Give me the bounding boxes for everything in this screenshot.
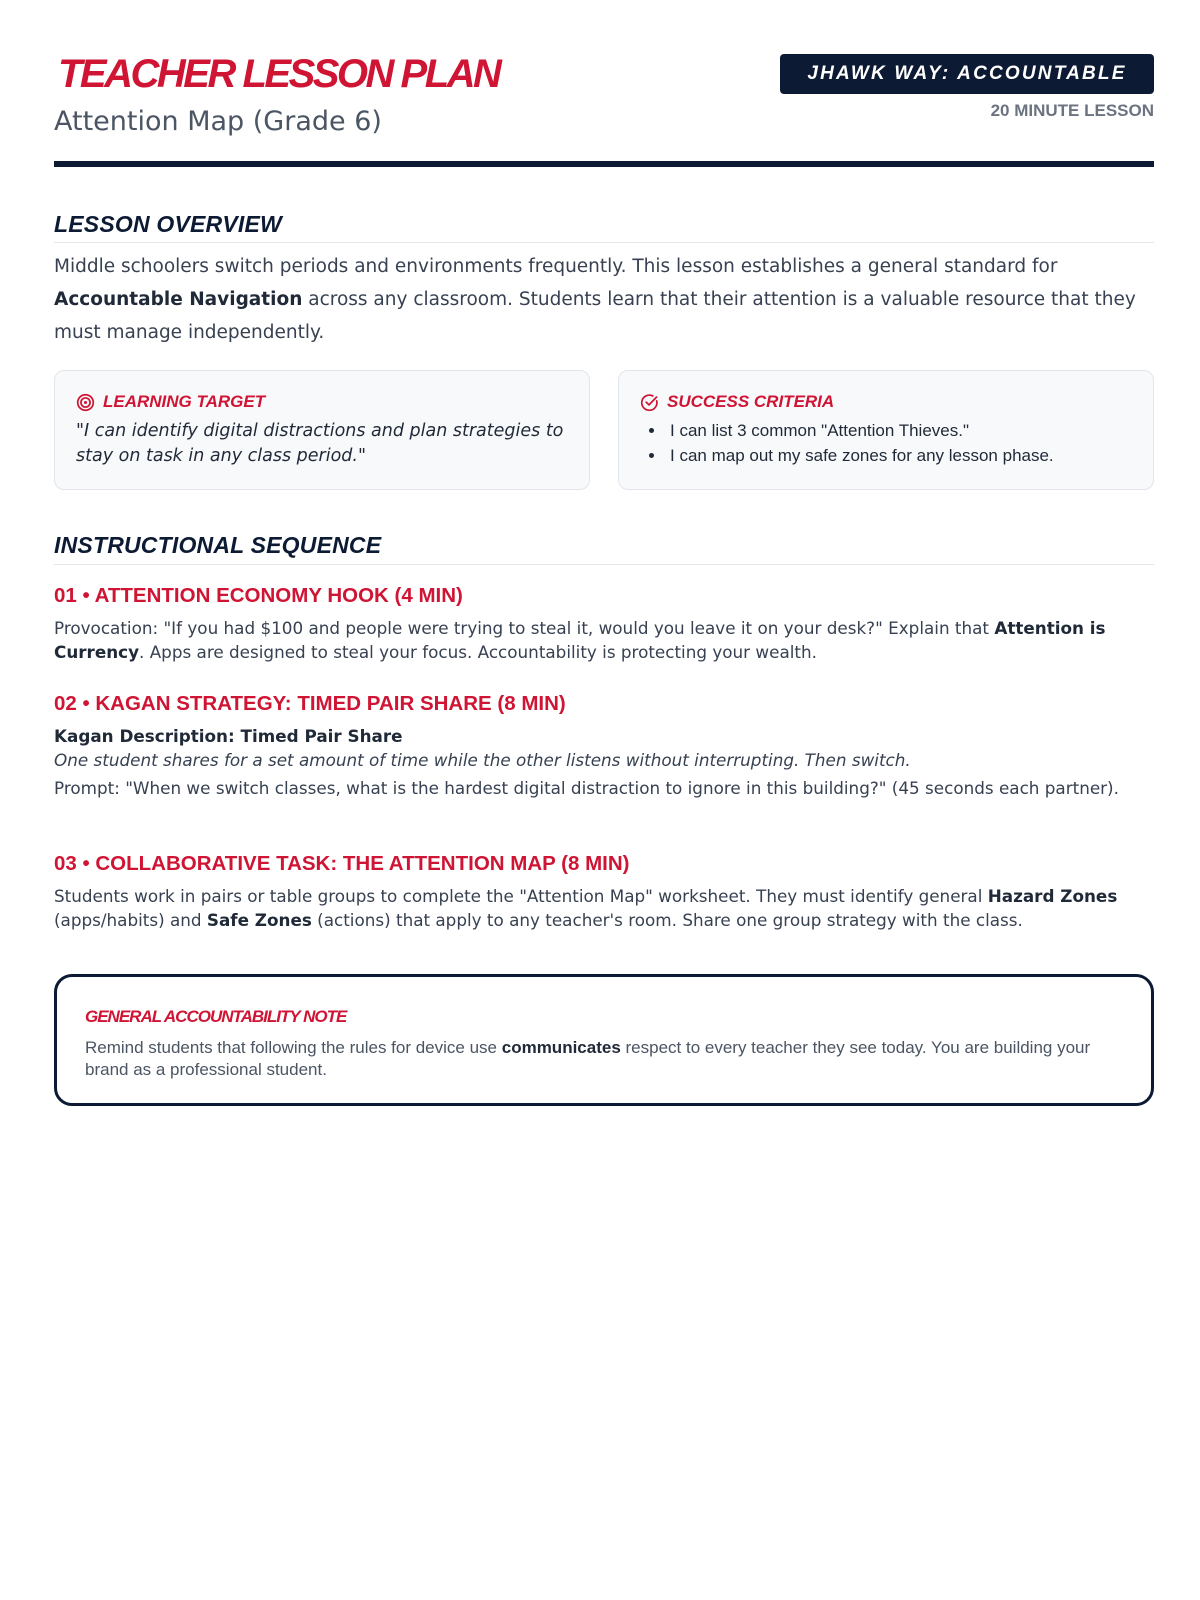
step-1-bold-term: Attention is Currency [54, 618, 1106, 662]
step-1-text [54, 616, 1154, 664]
step-2-title: 02 • KAGAN STRATEGY: TIMED PAIR SHARE (8 MIN) [54, 692, 566, 715]
page-title: TEACHER LESSON PLAN [58, 52, 500, 96]
step-1-text-part: . Apps are designed to steal your focus. Accountability is protecting your wealth. [139, 642, 817, 662]
learning-target-heading: LEARNING TARGET [103, 392, 266, 411]
success-criteria-header [640, 392, 834, 412]
note-text-part: Remind students that following the rules for device use [85, 1038, 502, 1057]
lesson-duration: 20 MINUTE LESSON [990, 101, 1154, 120]
header [54, 0, 1154, 168]
header-divider [54, 161, 1154, 167]
step-3-text-part: Students work in pairs or table groups to complete the "Attention Map" worksheet. They must identify general [54, 886, 988, 906]
step-2-prompt: Prompt: "When we switch classes, what is the hardest digital distraction to ignore in this building?" (45 seconds each partner). [54, 778, 1119, 798]
overview-bold-term: Accountable Navigation [54, 289, 303, 310]
note-text-part: respect to every teacher they see today. You are building your brand as a professional student. [85, 1038, 1091, 1079]
success-criteria-heading: SUCCESS CRITERIA [667, 392, 835, 411]
list-item: • I can map out my safe zones for any lesson phase. [666, 443, 1054, 468]
success-criteria-list [666, 418, 1054, 468]
check-circle-icon [640, 393, 659, 412]
note-bold-term: communicates [501, 1038, 621, 1057]
step-3-bold-term: Hazard Zones [987, 886, 1118, 906]
step-1-title: 01 • ATTENTION ECONOMY HOOK (4 MIN) [54, 584, 463, 607]
step-2-kagan-label: Kagan Description: Timed Pair Share [54, 726, 403, 746]
jhawk-way-badge: JHAWK WAY: ACCOUNTABLE [780, 54, 1154, 94]
step-3-text [54, 884, 1154, 932]
step-3-text-part: (actions) that apply to any teacher's room. Share one group strategy with the class. [311, 910, 1023, 930]
sequence-heading: INSTRUCTIONAL SEQUENCE [54, 532, 382, 558]
step-3-title: 03 • COLLABORATIVE TASK: THE ATTENTION MAP (8 MIN) [54, 852, 630, 875]
sequence-divider [54, 564, 1154, 565]
overview-divider [54, 242, 1154, 243]
note-text [85, 1037, 1125, 1081]
overview-heading: LESSON OVERVIEW [54, 211, 282, 237]
overview-text [54, 250, 1154, 349]
list-item: • I can list 3 common "Attention Thieves." [666, 418, 1054, 443]
note-heading: GENERAL ACCOUNTABILITY NOTE [85, 1007, 347, 1026]
learning-target-card [54, 370, 590, 490]
target-icon [76, 393, 95, 412]
overview-text-part: across any classroom. Students learn that their attention is a valuable resource that they must manage independently. [54, 289, 1136, 343]
step-2-description: One student shares for a set amount of time while the other listens without interrupting. Then switch. [54, 750, 911, 770]
accountability-note [54, 974, 1154, 1106]
lesson-plan-page [54, 0, 1154, 1079]
learning-target-header [76, 392, 265, 412]
success-criteria-card [618, 370, 1154, 490]
step-1-text-part: Provocation: "If you had $100 and people were trying to steal it, would you leave it on your desk?" Explain that [54, 618, 995, 638]
step-3-text-part: (apps/habits) and [54, 910, 207, 930]
overview-text-part: Middle schoolers switch periods and environments frequently. This lesson establishes a general standard for [54, 256, 1058, 277]
learning-target-quote: "I can identify digital distractions and plan strategies to stay on task in any class period." [76, 421, 564, 466]
step-3-bold-term: Safe Zones [206, 910, 312, 930]
page-subtitle: Attention Map (Grade 6) [54, 106, 382, 137]
